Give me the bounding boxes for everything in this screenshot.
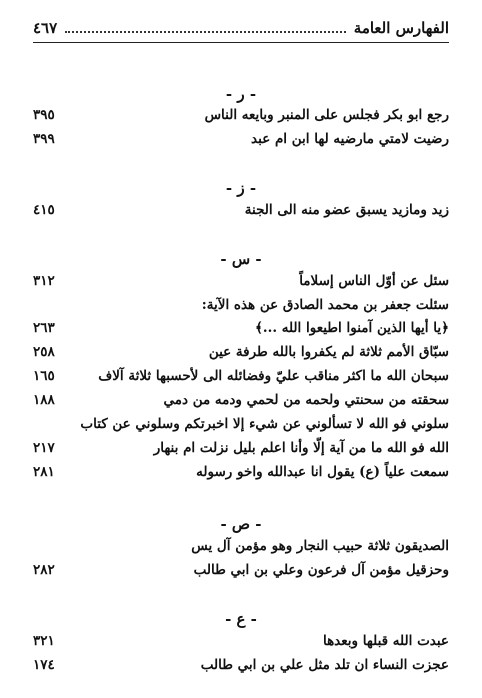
index-entry [33, 461, 449, 483]
entry-text: سلوني فو الله لا تسألوني عن شيء إلا اخبرتكم وسلوني عن كتاب [80, 416, 449, 432]
header-leader-dots [65, 31, 346, 33]
index-entry [33, 559, 449, 581]
entry-text: سمعت علياً (ع) يقول انا عبدالله واخو رسوله [196, 464, 449, 480]
entry-text: الصديقون ثلاثة حبيب النجار وهو مؤمن آل يس [191, 538, 449, 554]
entry-text: سحقته من سحنتي ولحمه من لحمي ودمه من دمي [163, 392, 449, 408]
running-header [33, 14, 449, 43]
index-entry [33, 199, 449, 221]
entry-text: سبحان الله ما اكثر مناقب عليّ وفضائله الى لأحسبها ثلاثة آلاف [98, 368, 449, 384]
index-entry [33, 413, 449, 435]
entry-page: ٢٨٢ [33, 562, 55, 578]
entry-text: الله فو الله ما من آية إلّا وأنا اعلم بليل نزلت ام بنهار [153, 440, 449, 456]
entry-page: ٣٩٥ [33, 107, 55, 123]
index-entry [33, 654, 449, 676]
entry-page: ١٨٨ [33, 392, 55, 408]
index-entry [33, 535, 449, 557]
header-page-number: ٤٦٧ [33, 19, 58, 37]
entry-text: رجع ابو بكر فجلس على المنبر وبايعه الناس [204, 107, 449, 123]
index-entry [33, 317, 449, 339]
entry-page: ٢٦٣ [33, 320, 55, 336]
entry-text: عجزت النساء ان تلد مثل علي بن ابي طالب [200, 657, 449, 673]
entry-text: رضيت لامتي مارضيه لها ابن ام عبد [251, 131, 449, 147]
entry-text: سئل عن أوّل الناس إسلاماً [299, 273, 449, 289]
index-entry [33, 389, 449, 411]
section-letter-sad: - ص - [220, 515, 262, 533]
entry-page: ٣٩٩ [33, 131, 55, 147]
index-entry [33, 341, 449, 363]
entry-page: ٢٨١ [33, 464, 55, 480]
section-letter-sin: - س - [220, 250, 262, 268]
entry-page: ٤١٥ [33, 202, 55, 218]
header-title: الفهارس العامة [353, 19, 449, 37]
index-entry [33, 437, 449, 459]
index-entry [33, 104, 449, 126]
section-letter-ayn: - ع - [225, 610, 257, 628]
entry-text: وحزقيل مؤمن آل فرعون وعلي بن ابي طالب [193, 562, 449, 578]
entry-page: ٣٢١ [33, 633, 55, 649]
index-entry [33, 270, 449, 292]
entry-text: ﴿يا أيها الذين آمنوا اطيعوا الله ...﴾ [255, 320, 449, 336]
index-entry [33, 128, 449, 150]
entry-page: ٢١٧ [33, 440, 55, 456]
entry-text: سبّاق الأمم ثلاثة لم يكفروا بالله طرفة عين [208, 344, 449, 360]
index-entry [33, 630, 449, 652]
entry-page: ٣١٢ [33, 273, 55, 289]
entry-page: ٢٥٨ [33, 344, 55, 360]
section-letter-ra: - ر - [225, 85, 257, 103]
section-letter-zay: - ز - [225, 179, 257, 197]
entry-text: عبدت الله قبلها وبعدها [322, 633, 449, 649]
index-entry [33, 294, 449, 316]
entry-page: ١٧٤ [33, 657, 55, 673]
entry-text: سئلت جعفر بن محمد الصادق عن هذه الآية: [201, 297, 449, 313]
entry-text: زيد ومازيد يسبق عضو منه الى الجنة [244, 202, 449, 218]
entry-page: ١٦٥ [33, 368, 55, 384]
index-entry [33, 365, 449, 387]
